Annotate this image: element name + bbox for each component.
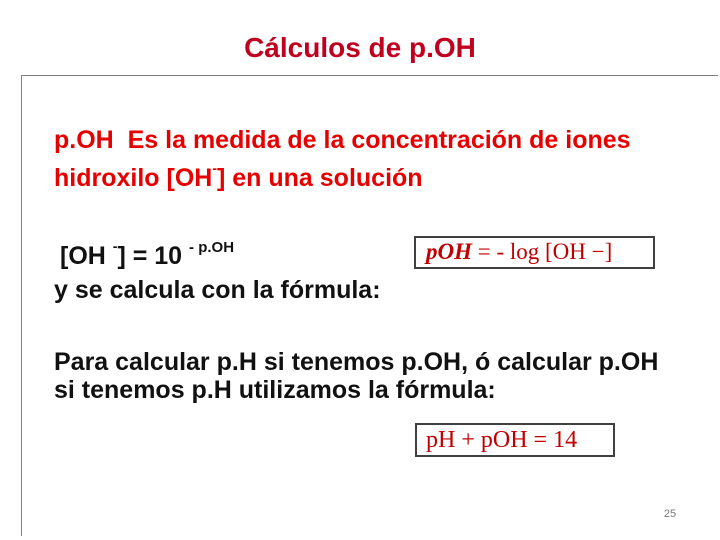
oh-minus-superscript: -: [112, 238, 118, 254]
definition-text: [54, 126, 631, 192]
definition-line-1-rest: Es la medida de la concentración de iones: [127, 126, 631, 154]
page-number: 25: [663, 508, 677, 520]
definition-line-1: [54, 126, 631, 154]
definition-line-2-b: ] en una solución: [217, 164, 423, 192]
calc-text: y se calcula con la fórmula:: [54, 276, 381, 304]
oh-concentration-expression: [60, 232, 234, 270]
ph-poh-sum-formula-box: pH + pOH = 14: [415, 423, 615, 457]
oh-exponent: - p.OH: [189, 239, 235, 256]
conversion-paragraph: [54, 348, 658, 404]
oh-close: ] = 10: [117, 242, 190, 270]
conversion-line-1: Para calcular p.H si tenemos p.OH, ó calcular p.OH: [54, 348, 659, 376]
definition-line-2: [54, 154, 631, 192]
conversion-line-2: si tenemos p.H utilizamos la fórmula:: [54, 376, 496, 404]
poh-formula-lhs: pOH: [426, 239, 472, 264]
definition-superscript: -: [212, 160, 217, 176]
slide-title: Cálculos de p.OH: [244, 32, 476, 63]
poh-formula-box: [414, 236, 655, 269]
poh-formula-rhs: = - log [OH −]: [472, 239, 613, 264]
definition-line-2-a: hidroxilo [OH: [54, 164, 213, 192]
definition-term: p.OH: [54, 126, 114, 154]
oh-open: [OH: [60, 242, 113, 270]
